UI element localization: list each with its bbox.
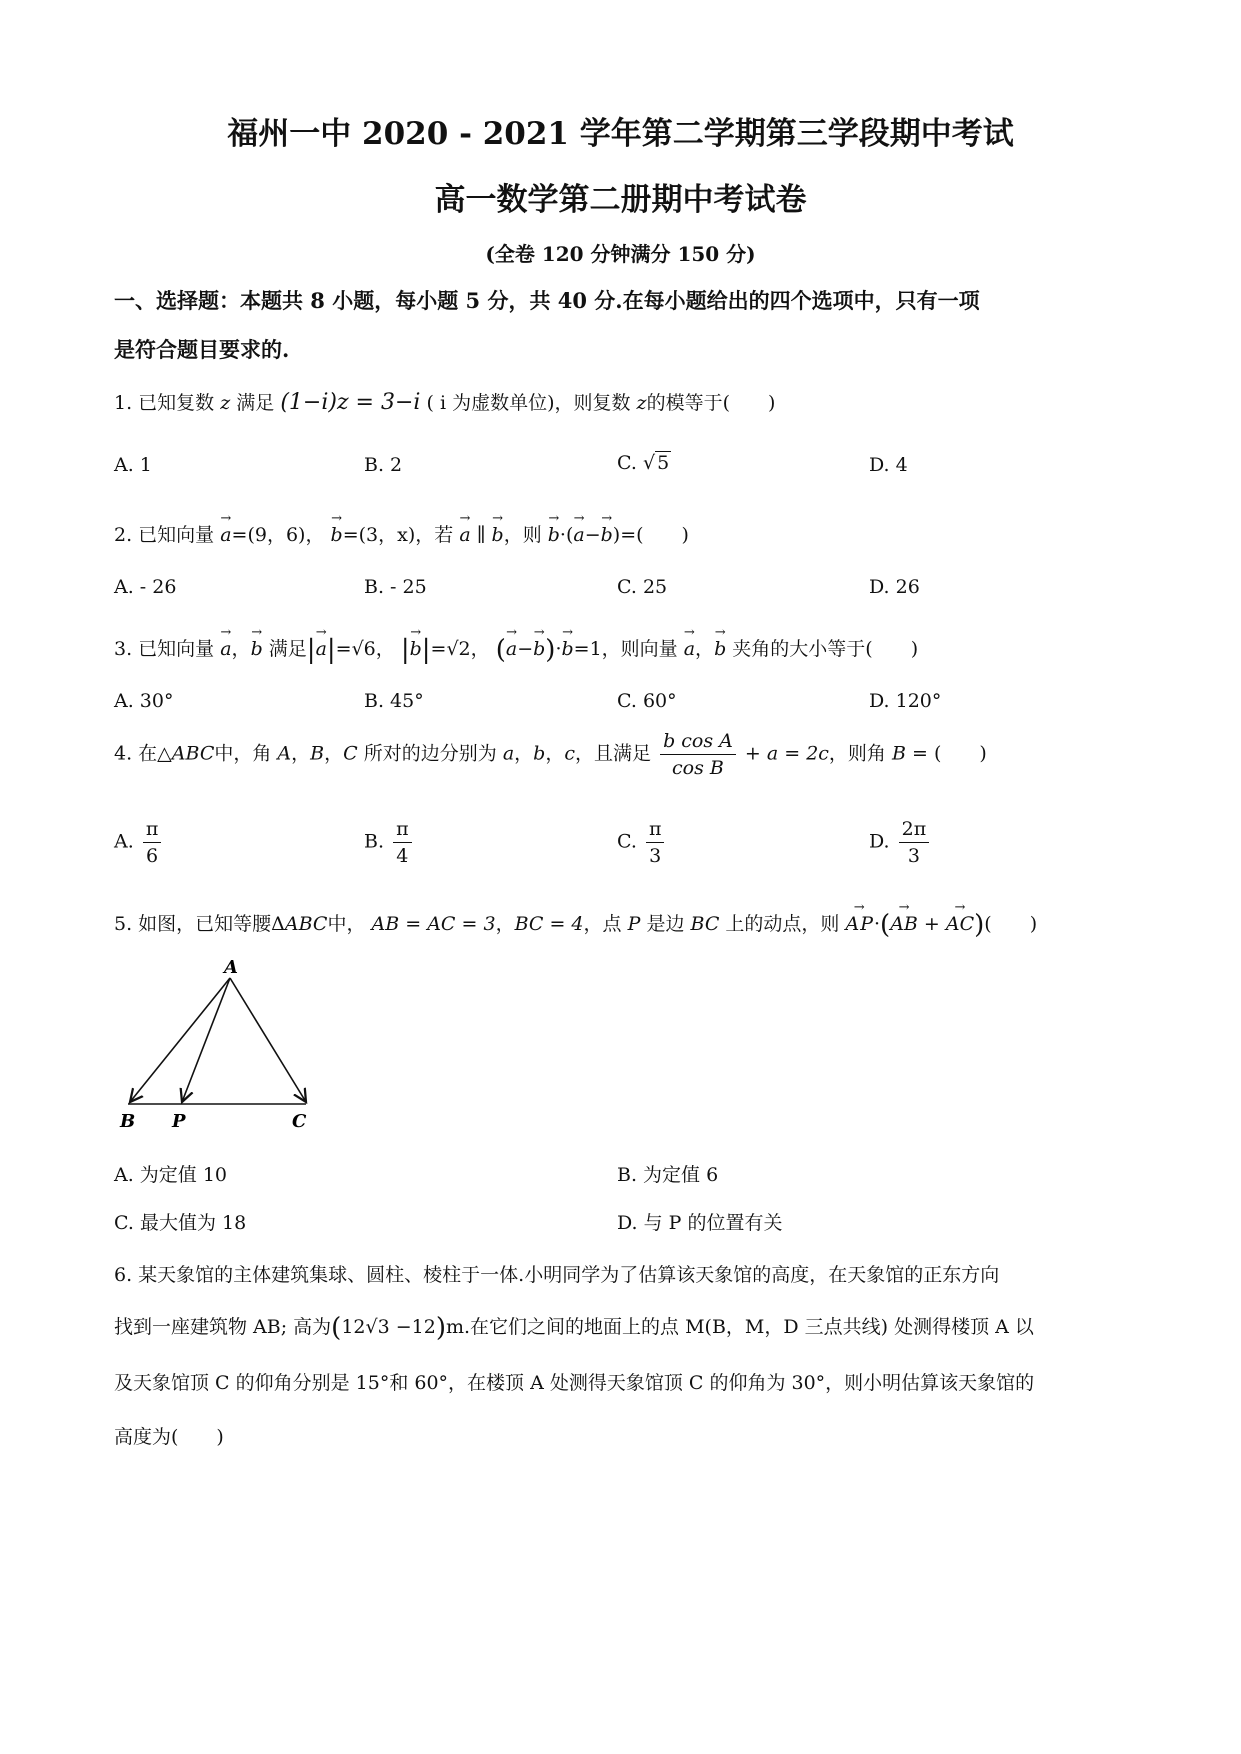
question-6-line1: 6. 某天象馆的主体建筑集球、圆柱、棱柱于一体.小明同学为了估算该天象馆的高度，在天象馆的正东方向 — [114, 1264, 1000, 1286]
label-b: B — [120, 1111, 136, 1132]
fraction: $\frac{\text{b cos A}}{\text{cos B}}$ — [660, 728, 736, 781]
label-c: C — [292, 1111, 307, 1132]
q3-option-d[interactable]: D. 120° — [869, 690, 942, 712]
section-heading-line2: 是符合题目要求的. — [114, 337, 290, 362]
q5-option-b[interactable]: B. 为定值 6 — [617, 1164, 719, 1186]
q4-option-b[interactable]: B. $\frac{\pi}{4}$ — [364, 816, 415, 869]
q3-option-c[interactable]: C. 60° — [617, 690, 677, 712]
section-heading-line1: 一、选择题：本题共 8 小题，每小题 5 分，共 40 分.在每小题给出的四个选项中，只有一项 — [114, 288, 980, 313]
vector-ac — [230, 978, 306, 1102]
q2-option-a[interactable]: A. - 26 — [114, 576, 177, 598]
sqrt-symbol: √ 5 — [642, 452, 670, 474]
triangle-figure — [110, 955, 340, 1135]
q1-option-b[interactable]: B. 2 — [364, 454, 403, 476]
exam-subject-title: 高一数学第二册期中考试卷 — [434, 182, 807, 218]
exam-duration-note: (全卷 120 分钟满分 150 分) — [485, 242, 756, 266]
question-6-line2: 找到一座建筑物 AB; 高为(12√3 −12)m.在它们之间的地面上的点 M(B，M，D 三点共线) 处测得楼顶 A 以 — [114, 1313, 1034, 1343]
q5-option-d[interactable]: D. 与 P 的位置有关 — [617, 1212, 783, 1234]
q4-option-c[interactable]: C. $\frac{\pi}{3}$ — [617, 816, 667, 869]
q2-option-c[interactable]: C. 25 — [617, 576, 668, 598]
q2-option-b[interactable]: B. - 25 — [364, 576, 427, 598]
q3-option-a[interactable]: A. 30° — [114, 690, 174, 712]
question-4: 4. 在△ABC中，角 A，B，C 所对的边分别为 a，b，c，且满足 $\frac{\text{b cos A}}{\text{cos B}}$ + a = 2c，则角 B = ( ) — [114, 730, 987, 779]
q1-option-a[interactable]: A. 1 — [114, 454, 152, 476]
question-1: 1. 已知复数 z 满足 (1−i)z = 3−i ( i 为虚数单位)，则复数 z的模等于( ) — [114, 390, 776, 415]
q1-option-d[interactable]: D. 4 — [869, 454, 908, 476]
q4-option-a[interactable]: A. $\frac{\pi}{6}$ — [114, 816, 164, 869]
q3-option-b[interactable]: B. 45° — [364, 690, 424, 712]
q1-option-c[interactable]: C. √ 5 — [617, 452, 670, 474]
label-p: P — [172, 1111, 186, 1132]
question-6-line4: 高度为( ) — [114, 1426, 224, 1448]
exam-title: 福州一中 2020 - 2021 学年第二学期第三学段期中考试 — [227, 116, 1014, 152]
q4-option-d[interactable]: D. $\frac{2\pi}{3}$ — [869, 816, 932, 869]
label-a: A — [224, 957, 238, 978]
vector-ab — [130, 978, 230, 1102]
q2-option-d[interactable]: D. 26 — [869, 576, 920, 598]
q5-option-a[interactable]: A. 为定值 10 — [114, 1164, 228, 1186]
vector-ap — [182, 978, 230, 1102]
question-2: 2. 已知向量 → a=(9，6)， → b=(3，x)，若 → a ∥ → b，则 → b·(→ a−→ b)=( ) — [114, 520, 689, 547]
q5-option-c[interactable]: C. 最大值为 18 — [114, 1212, 247, 1234]
question-5: 5. 如图，已知等腰ΔABC中， AB = AC = 3，BC = 4，点 P 是边 BC 上的动点，则 → AP·(→ AB + → AC)( ) — [114, 909, 1037, 940]
question-6-line3: 及天象馆顶 C 的仰角分别是 15°和 60°，在楼顶 A 处测得天象馆顶 C 的仰角为 30°，则小明估算该天象馆的 — [114, 1372, 1035, 1394]
question-3: 3. 已知向量 → a，→ b 满足|→ a|=√6， |→ b|=√2， (→ a−→ b)·→ b=1，则向量 → a，→ b 夹角的大小等于( ) — [114, 634, 918, 665]
